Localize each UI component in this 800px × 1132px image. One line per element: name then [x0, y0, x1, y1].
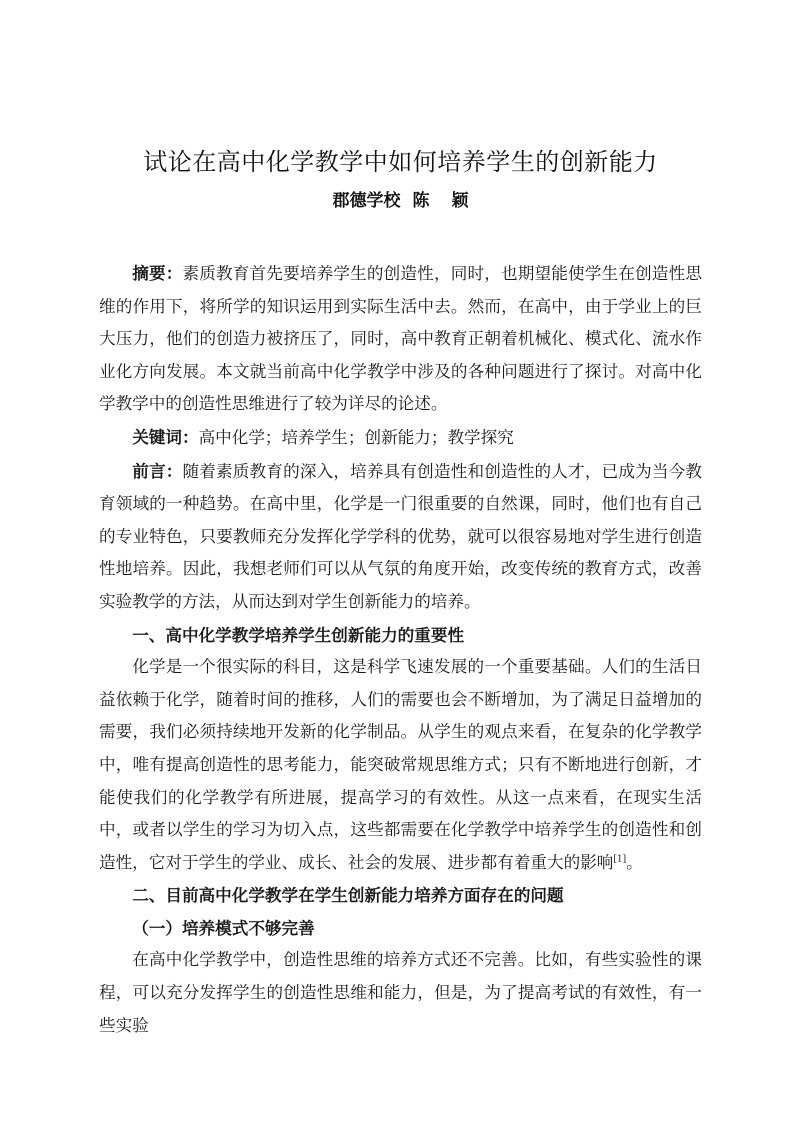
preface-paragraph — [99, 455, 702, 619]
author-line — [99, 188, 702, 214]
author-name-first: 陈 — [412, 191, 430, 211]
section1-end: 。 — [626, 852, 643, 872]
preface-text: 随着素质教育的深入，培养具有创造性和创造性的人才，已成为当今教育领域的一种趋势。在高中里，化学是一门很重要的自然课，同时，他们也有自己的专业特色，只要教师充分发挥化学学科的优势，就可以很容易地对学生进行创造性地培养。因此，我想老师们可以从气氛的角度开始，改变传统的教育方式，改善实验教学的方法，从而达到对学生创新能力的培养。 — [99, 461, 703, 611]
document-body — [99, 257, 702, 1042]
author-name-last: 颖 — [451, 191, 469, 211]
section2-paragraph: 在高中化学教学中，创造性思维的培养方式还不完善。比如，有些实验性的课程，可以充分发挥学生的创造性思维和能力，但是，为了提高考试的有效性，有一些实验 — [99, 950, 702, 1035]
keywords-paragraph — [99, 421, 702, 455]
keywords-label: 关键词： — [132, 426, 199, 447]
section1-heading: 一、高中化学教学培养学生创新能力的重要性 — [132, 624, 465, 645]
author-school: 郡德学校 — [332, 191, 401, 211]
document-title: 试论在高中化学教学中如何培养学生的创新能力 — [143, 148, 658, 176]
section1-paragraph — [99, 651, 702, 879]
section2-subheading: （一）培养模式不够完善 — [132, 917, 315, 938]
citation-ref: [1] — [613, 854, 627, 865]
preface-label: 前言： — [132, 460, 183, 481]
abstract-text: 素质教育首先要培养学生的创造性，同时，也期望能使学生在创造性思维的作用下，将所学的知识运用到实际生活中去。然而，在高中，由于学业上的巨大压力，他们的创造力被挤压了，同时，高中教育正朝着机械化、模式化、流水作业化方向发展。本文就当前高中化学教学中涉及的各种问题进行了探讨。对高中化学教学中的创造性思维进行了较为详尽的论述。 — [99, 264, 703, 414]
abstract-paragraph — [99, 257, 702, 421]
keywords-text: 高中化学；培养学生；创新能力；教学探究 — [198, 427, 514, 447]
abstract-label: 摘要： — [132, 263, 183, 283]
section1-text: 化学是一个很实际的科目，这是科学飞速发展的一个重要基础。人们的生活日益依赖于化学，随着时间的推移，人们的需要也会不断增加，为了满足日益增加的需要，我们必须持续地开发新的化学制品。从学生的观点来看，在复杂的化学教学中，唯有提高创造性的思考能力，能突破常规思维方式；只有不断地进行创新，才能使我们的化学教学有所进展，提高学习的有效性。从这一点来看，在现实生活中，或者以学生的学习为切入点，这些都需要在化学教学中培养学生的创造性和创造性，它对于学生的学业、成长、社会的发展、进步都有着重大的影响 — [99, 657, 702, 872]
section2-heading: 二、目前高中化学教学在学生创新能力培养方面存在的问题 — [132, 885, 564, 906]
